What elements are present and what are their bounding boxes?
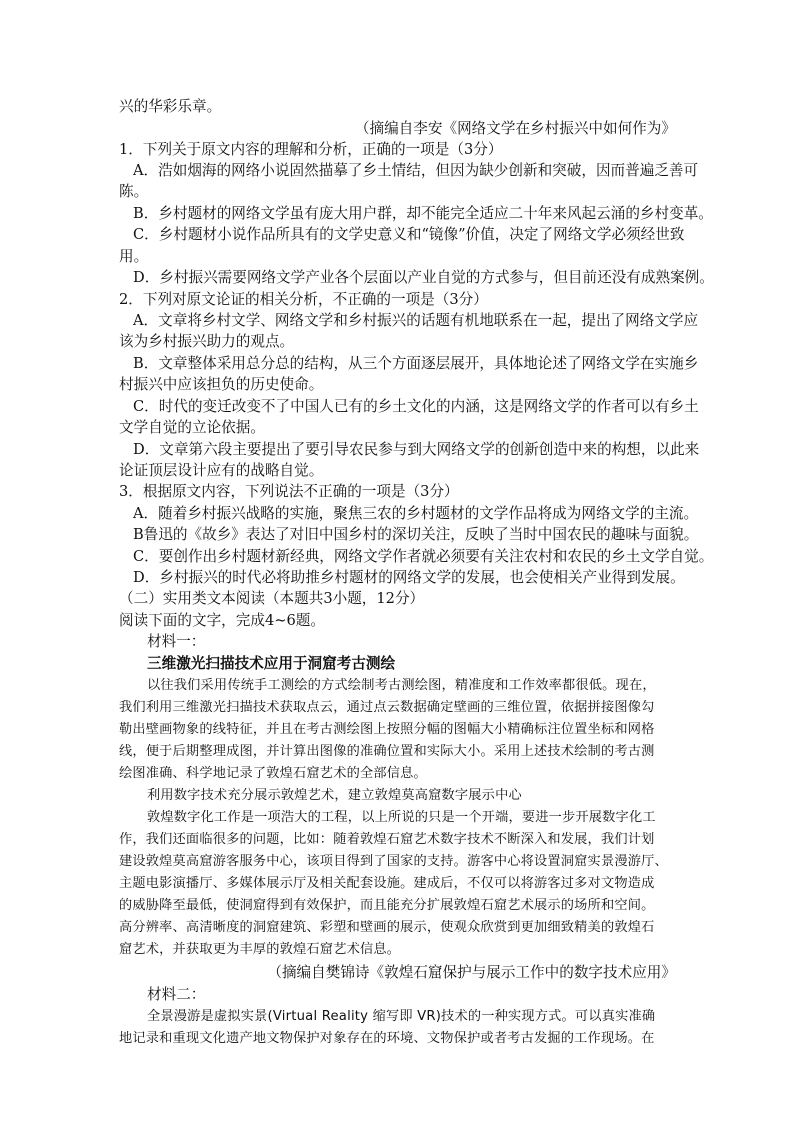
question-stem: 2．下列对原文论证的相关分析，不正确的一项是（3分） [119,291,488,308]
paragraph-line: 建设敦煌莫高窟游客服务中心，该项目得到了国家的支持。游客中心将设置洞窟实景漫游厅、 [119,854,668,869]
material-1-title: 三维激光扫描技术应用于洞窟考古测绘 [147,655,396,672]
section-instruction: 阅读下面的文字，完成4~6题。 [119,612,325,629]
question-stem: 1．下列关于原文内容的理解和分析，正确的一项是（3分） [119,141,503,158]
text-fragment: 兴的华彩乐章。 [119,98,222,115]
paragraph-line: 地记录和重现文化遗产地文物保护对象存在的环境、文物保护或者考古发掘的工作现场。在 [119,1031,655,1046]
paragraph-line: 窟艺术，并获取更为丰厚的敦煌石窟艺术信息。 [119,942,401,957]
material-2-label: 材料二： [147,986,206,1003]
paragraph-line: 主题电影演播厅、多媒体展示厅及相关配套设施。建成后，不仅可以将游客过多对文物造成 [119,876,655,891]
option-a-cont: 该为乡村振兴助力的观点。 [119,333,295,350]
paragraph-line: 全景漫游是虚拟实景(Virtual Reality 缩写即 VR)技术的一种实现方式。可以真实准确 [147,1009,656,1024]
source-citation: （摘编自樊锦诗《敦煌石窟保护与展示工作中的数字技术应用》 [267,964,676,981]
option-c: C．要创作出乡村题材新经典，网络文学作者就必须要有关注农村和农民的乡土文学自觉。 [133,548,714,565]
paragraph-line: 高分辨率、高清晰度的洞窟建筑、彩塑和壁画的展示，使观众欣赏到更加细致精美的敦煌石 [119,920,655,935]
option-b: B．文章整体采用总分总的结构，从三个方面逐层展开，具体地论述了网络文学在实施乡 [133,355,699,372]
question-stem: 3．根据原文内容，下列说法不正确的一项是（3分） [119,483,459,500]
option-c-cont: 文学自觉的立论依据。 [119,419,265,436]
option-d: D．文章第六段主要提出了要引导农民参与到大网络文学的创新创造中来的构想，以此来 [133,441,700,458]
option-b: B鲁迅的《故乡》表达了对旧中国乡村的深切关注，反映了当时中国农民的趣味与面貌。 [133,526,699,543]
paragraph-line: 我们利用三维激光扫描技术获取点云，通过点云数据确定壁画的三维位置，依据拼接图像勾 [119,700,655,715]
paragraph-line: 以往我们采用传统手工测绘的方式绘制考古测绘图，精准度和工作效率都很低。现在， [147,678,656,693]
option-d: D．乡村振兴的时代必将助推乡村题材的网络文学的发展，也会使相关产业得到发展。 [133,569,685,586]
option-d-cont: 论证顶层设计应有的战略自觉。 [119,462,324,479]
option-a-cont: 陈。 [119,183,149,200]
paragraph-line: 的威胁降至最低，使洞窟得到有效保护，而且能充分扩展敦煌石窟艺术展示的场所和空间。 [119,898,655,913]
material-1-subtitle: 利用数字技术充分展示敦煌艺术，建立敦煌莫高窟数字展示中心 [147,788,522,803]
option-b: B．乡村题材的网络文学虽有庞大用户群，却不能完全适应二十年来风起云涌的乡村变革。 [133,205,713,222]
option-c: C．乡村题材小说作品所具有的文学史意义和“镜像”价值，决定了网络文学必须经世致 [133,226,685,243]
option-b-cont: 村振兴中应该担负的历史使命。 [119,376,324,393]
option-c: C．时代的变迁改变不了中国人已有的乡土文化的内涵，这是网络文学的作者可以有乡土 [133,398,699,415]
option-a: A．浩如烟海的网络小说固然描摹了乡土情结，但因为缺少创新和突破，因而普遍乏善可 [133,162,699,179]
option-d: D．乡村振兴需要网络文学产业各个层面以产业自觉的方式参与，但目前还没有成熟案例。 [133,269,714,286]
section-heading: （二）实用类文本阅读（本题共3小题，12分） [119,590,425,607]
paragraph-line: 绘图准确、科学地记录了敦煌石窟艺术的全部信息。 [119,766,427,781]
paragraph-line: 敦煌数字化工作是一项浩大的工程，以上所说的只是一个开端，要进一步开展数字化工 [147,810,656,825]
material-1-label: 材料一： [147,633,206,650]
paragraph-line: 线，便于后期整理成图，并计算出图像的准确位置和实际大小。采用上述技术绘制的考古测 [119,744,655,759]
option-c-cont: 用。 [119,248,149,265]
option-a: A．文章将乡村文学、网络文学和乡村振兴的话题有机地联系在一起，提出了网络文学应 [133,312,699,329]
source-citation: （摘编自李安《网络文学在乡村振兴中如何作为》 [354,120,676,137]
paragraph-line: 勒出壁画物象的线特征，并且在考古测绘图上按照分幅的图幅大小精确标注位置坐标和网格 [119,722,655,737]
paragraph-line: 作，我们还面临很多的问题，比如：随着敦煌石窟艺术数字技术不断深入和发展，我们计划 [119,832,655,847]
option-a: A．随着乡村振兴战略的实施，聚焦三农的乡村题材的文学作品将成为网络文学的主流。 [133,505,699,522]
